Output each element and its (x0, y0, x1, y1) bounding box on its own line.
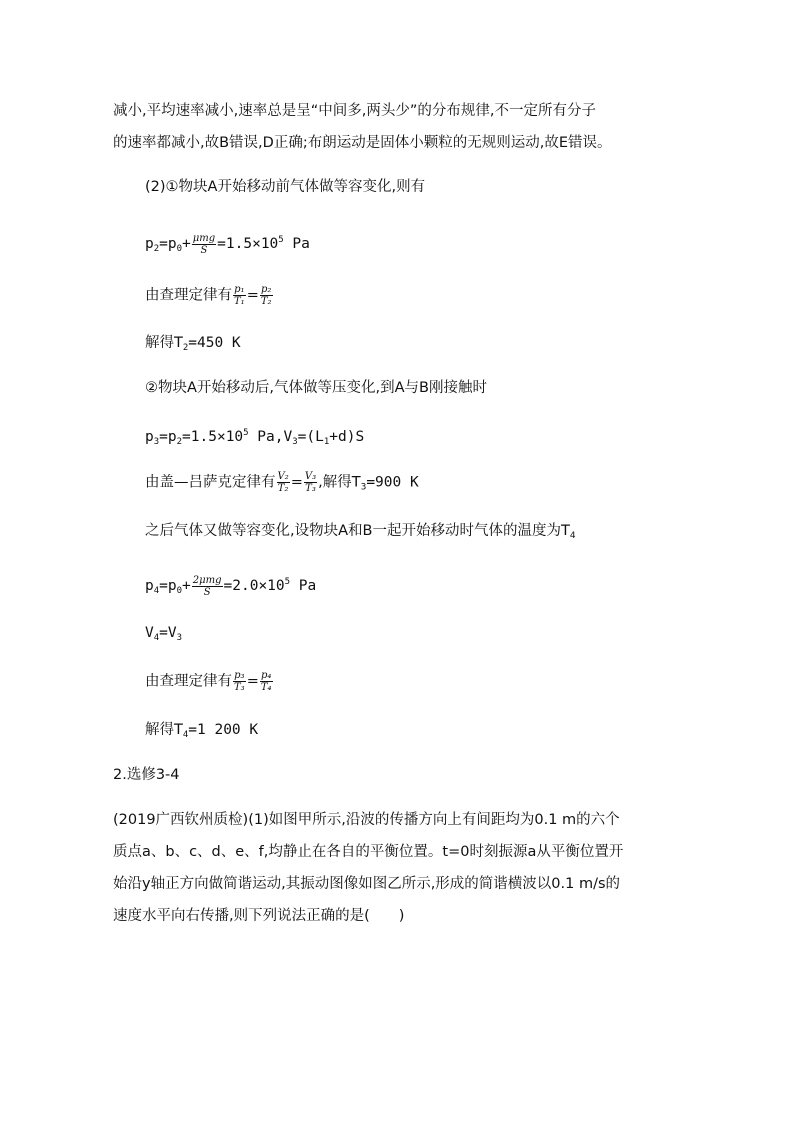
fraction: $\frac{\text{p₁}}{\text{T₁}}$ (234, 284, 245, 307)
equation-charles-1: 由查理定律有 $\frac{\text{p₁}}{\text{T₁}}$ = $\frac{\text{p₂}}{\text{T₂}}$ (145, 284, 272, 307)
question-line: (2019广西钦州质检)(1)如图甲所示,沿波的传播方向上有间距均为0.1 m的六个 (113, 812, 620, 828)
solution-step-heading: (2)①物块A开始移动前气体做等容变化,则有 (145, 179, 426, 195)
solution-step: 之后气体又做等容变化,设物块A和B一起开始移动时气体的温度为$T_4$ (145, 523, 576, 541)
equation-p4: $p_4=p_0+$ $\frac{\text{2μmg}}{S}$ $=2.0\times 10^5$ Pa (145, 574, 317, 598)
section-heading: 2.选修3-4 (113, 767, 180, 783)
fraction: $\frac{\text{p₂}}{\text{T₂}}$ (260, 284, 272, 307)
question-line: 质点a、b、c、d、e、f,均静止在各自的平衡位置。t=0时刻振源a从平衡位置开 (113, 844, 624, 860)
fraction: $\frac{\text{p₃}}{\text{T₃}}$ (234, 670, 245, 693)
fraction: $\frac{\text{2μmg}}{S}$ (192, 574, 222, 598)
equation-gay-lussac: 由盖—吕萨克定律有 $\frac{\text{V₂}}{\text{T₂}}$ = $\frac{\text{V₃}}{\text{T₃}}$ ,解得$T_3=900$ K (145, 471, 419, 494)
equation-v4: $V_4=V_3$ (145, 625, 183, 643)
equation-p2: $p_2=p_0+$ $\frac{\text{μmg}}{S}$ $=1.5\times 10^5$ Pa (145, 232, 310, 256)
fraction: $\frac{\text{V₂}}{\text{T₂}}$ (277, 471, 289, 494)
equation-charles-2: 由查理定律有 $\frac{\text{p₃}}{\text{T₃}}$ = $\frac{\text{p₄}}{\text{T₄}}$ (145, 670, 272, 693)
question-line: 速度水平向右传播,则下列说法正确的是( ) (113, 908, 405, 924)
question-line: 始沿y轴正方向做简谐运动,其振动图像如图乙所示,形成的简谐横波以0.1 m/s的 (113, 876, 621, 892)
result-t4: 解得$T_4=1$ 200 K (145, 722, 259, 740)
fraction: $\frac{\text{μmg}}{S}$ (192, 232, 216, 256)
equation-p3: $p_3=p_2=1.5\times 10^5$ $Pa,V_3=(L_1+d)S$ (145, 428, 365, 447)
fraction: $\frac{\text{p₄}}{\text{T₄}}$ (260, 670, 272, 693)
result-t2: 解得$T_2=450$ K (145, 335, 241, 353)
paragraph-line: 的速率都减小,故B错误,D正确;布朗运动是固体小颗粒的无规则运动,故E错误。 (113, 135, 612, 151)
paragraph-line: 减小,平均速率减小,速率总是呈“中间多,两头少”的分布规律,不一定所有分子 (113, 103, 596, 119)
fraction: $\frac{\text{V₃}}{\text{T₃}}$ (304, 471, 317, 494)
solution-step-heading: ②物块A开始移动后,气体做等压变化,到A与B刚接触时 (145, 380, 488, 396)
